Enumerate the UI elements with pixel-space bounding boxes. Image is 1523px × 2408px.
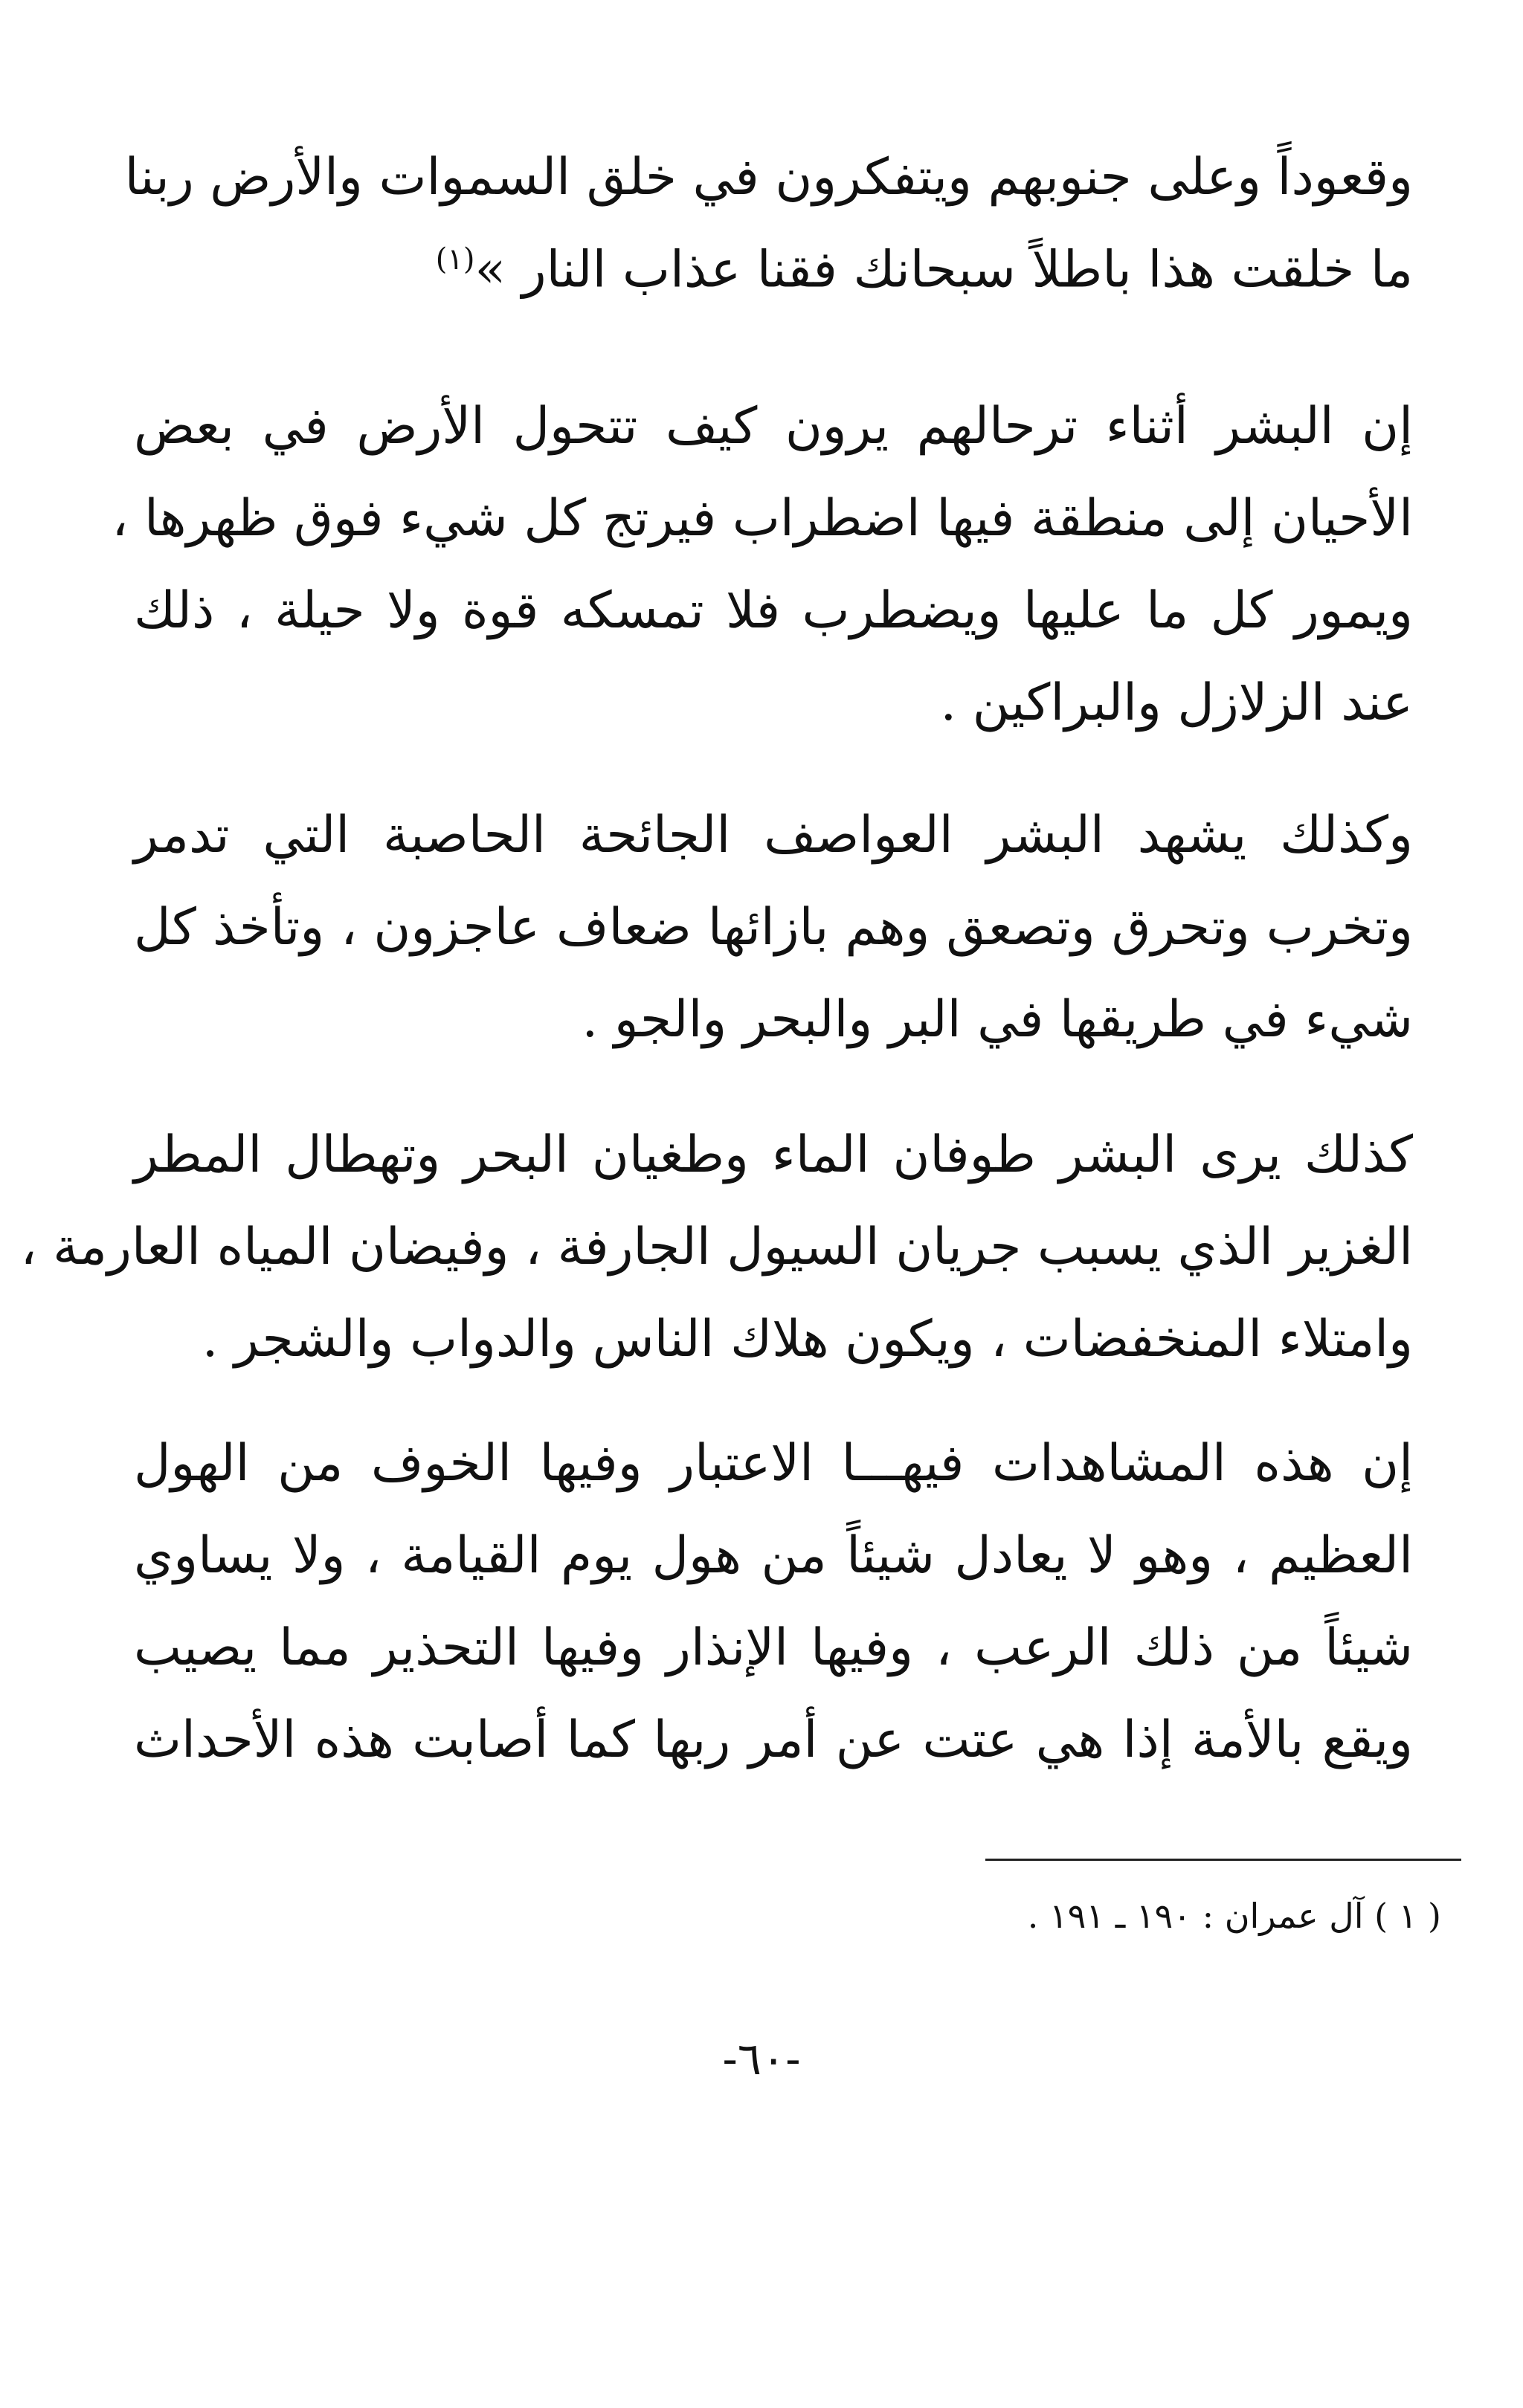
text-line: كذلك يرى البشر طوفان الماء وطغيان البحر وتهطال المطر — [134, 1126, 1413, 1184]
text-line: وتخرب وتحرق وتصعق وهم بازائها ضعاف عاجزون ، وتأخذ كل — [134, 898, 1413, 957]
text-line: الأحيان إلى منطقة فيها اضطراب فيرتج كل شيء فوق ظهرها ، — [112, 489, 1413, 548]
page-number: -٦٠- — [722, 2033, 801, 2085]
text-line-content: ما خلقت هذا باطلاً سبحانك فقنا عذاب النار » — [474, 240, 1413, 300]
text-line: إن البشر أثناء ترحالهم يرون كيف تتحول الأرض في بعض — [134, 397, 1413, 456]
footnote-reference: (١) — [435, 242, 475, 277]
paragraph-1 — [124, 148, 1413, 337]
text-line: شيء في طريقها في البر والبحر والجو . — [582, 990, 1413, 1049]
text-line: عند الزلازل والبراكين . — [940, 674, 1413, 732]
paragraph-5 — [134, 1434, 1413, 1807]
text-line: ويمور كل ما عليها ويضطرب فلا تمسكه قوة ولا حيلة ، ذلك — [134, 581, 1413, 640]
text-line: ويقع بالأمة إذا هي عتت عن أمر ربها كما أصابت هذه الأحداث — [134, 1711, 1413, 1769]
text-line: شيئاً من ذلك الرعب ، وفيها الإنذار وفيها التحذير مما يصيب — [134, 1618, 1413, 1677]
text-line: الغزير الذي يسبب جريان السيول الجارفة ، وفيضان المياه العارمة ، — [20, 1218, 1413, 1276]
text-line: وكذلك يشهد البشر العواصف الجائحة الحاصبة التي تدمر — [134, 806, 1413, 865]
text-line: العظيم ، وهو لا يعادل شيئاً من هول يوم القيامة ، ولا يساوي — [134, 1526, 1413, 1585]
paragraph-3 — [134, 806, 1413, 1087]
text-line: وامتلاء المنخفضات ، ويكون هلاك الناس والدواب والشجر . — [202, 1310, 1413, 1369]
paragraph-4 — [20, 1126, 1413, 1407]
paragraph-2 — [112, 397, 1413, 770]
text-line: إن هذه المشاهدات فيهـــا الاعتبار وفيها الخوف من الهول — [134, 1434, 1413, 1493]
footnote: ( ١ ) آل عمران : ١٩٠ ـ ١٩١ . — [1027, 1896, 1441, 1936]
text-line: وقعوداً وعلى جنوبهم ويتفكرون في خلق السموات والأرض ربنا — [124, 148, 1413, 207]
footnote-divider — [985, 1859, 1461, 1861]
text-line — [134, 240, 1413, 337]
